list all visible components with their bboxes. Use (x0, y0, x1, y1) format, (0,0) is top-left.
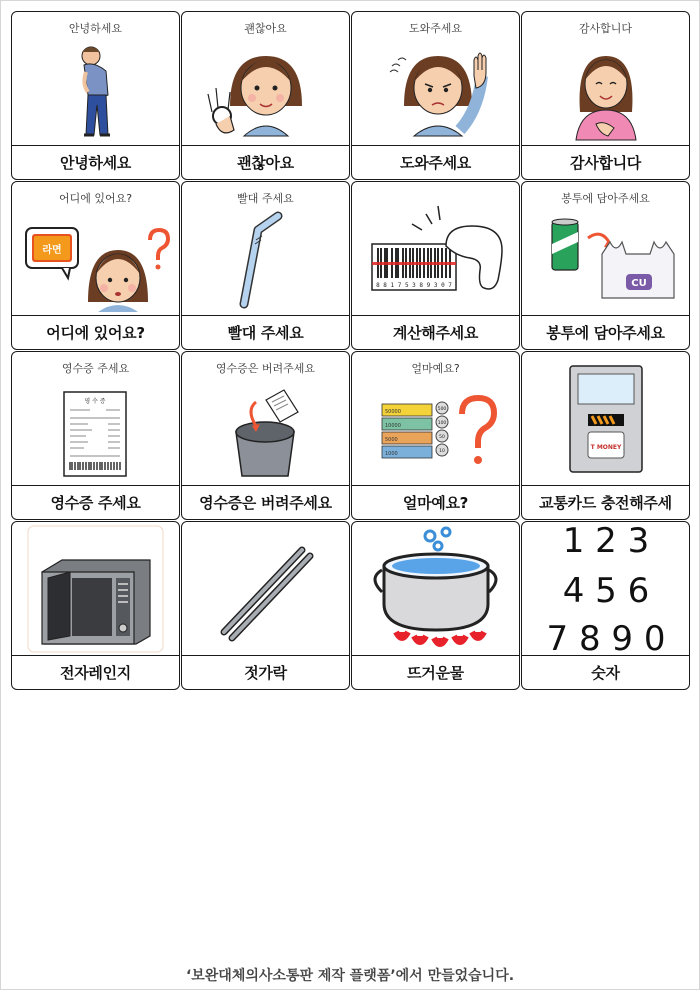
card-label: 영수증 주세요 (12, 485, 179, 519)
card-trash-receipt[interactable] (181, 351, 350, 520)
barcode-digits: 8 8 1 7 5 3 8 9 3 0 7 (376, 282, 452, 289)
card-okay[interactable] (181, 11, 350, 180)
can-into-bag-icon (522, 182, 689, 316)
thankful-woman-icon (522, 12, 689, 146)
microwave-icon (12, 522, 179, 656)
coin-label: 500 (437, 407, 447, 412)
card-checkout[interactable] (351, 181, 520, 350)
help-raising-hand-icon (352, 12, 519, 146)
footer-credit: ‘보완대체의사소통판 제작 플랫폼’에서 만들었습니다. (185, 968, 515, 984)
bowing-person-icon (12, 12, 179, 146)
card-label: 숫자 (522, 655, 689, 689)
digits-row: 1 2 3 (562, 522, 650, 561)
card-label: 빨대 주세요 (182, 315, 349, 349)
card-label: 괜찮아요 (182, 145, 349, 179)
card-caption: 괜찮아요 (244, 22, 287, 35)
receipt-icon (12, 352, 179, 486)
card-caption: 도와주세요 (408, 22, 463, 35)
money-question-icon (352, 352, 519, 486)
barcode-scanner-icon (352, 182, 519, 316)
bill-label: 10000 (385, 423, 401, 429)
card-help[interactable] (351, 11, 520, 180)
card-caption: 영수증 주세요 (61, 362, 130, 375)
card-microwave[interactable] (11, 521, 180, 690)
card-hello[interactable] (11, 11, 180, 180)
numbers-icon (522, 522, 689, 656)
card-caption: 어디에 있어요? (58, 192, 133, 205)
tmoney-charger-icon (522, 352, 689, 486)
bill-label: 5000 (385, 437, 398, 443)
card-how-much[interactable] (351, 351, 520, 520)
aac-board (11, 11, 690, 690)
card-label: 전자레인지 (12, 655, 179, 689)
card-caption: 영수증은 버려주세요 (215, 362, 316, 375)
coin-label: 100 (437, 421, 447, 426)
bill-label: 1000 (385, 451, 398, 457)
where-question-icon (12, 182, 179, 316)
ramen-badge-text: 라면 (42, 245, 62, 256)
card-caption: 빨대 주세요 (237, 192, 294, 205)
machine-logo-text: T MONEY (590, 444, 622, 451)
card-label: 젓가락 (182, 655, 349, 689)
card-receipt[interactable] (11, 351, 180, 520)
card-chopsticks[interactable] (181, 521, 350, 690)
ok-gesture-girl-icon (182, 12, 349, 146)
card-label: 얼마예요? (352, 485, 519, 519)
chopsticks-icon (182, 522, 349, 656)
card-caption: 얼마예요? (411, 362, 460, 375)
receipt-trash-icon (182, 352, 349, 486)
card-caption: 안녕하세요 (68, 22, 123, 35)
card-transit-charge[interactable] (521, 351, 690, 520)
card-label: 도와주세요 (352, 145, 519, 179)
boiling-pot-icon (352, 522, 519, 656)
straw-icon (182, 182, 349, 316)
card-label: 감사합니다 (522, 145, 689, 179)
bag-logo-text: CU (631, 278, 647, 289)
card-label: 뜨거운물 (352, 655, 519, 689)
card-bag[interactable] (521, 181, 690, 350)
card-where[interactable] (11, 181, 180, 350)
card-label: 어디에 있어요? (12, 315, 179, 349)
card-hot-water[interactable] (351, 521, 520, 690)
card-label: 교통카드 충전해주세 (522, 485, 689, 519)
digits-row: 4 5 6 (562, 571, 650, 611)
card-thanks[interactable] (521, 11, 690, 180)
coin-label: 10 (439, 449, 445, 454)
card-caption: 감사합니다 (578, 22, 633, 35)
card-label: 봉투에 담아주세요 (522, 315, 689, 349)
card-caption: 봉투에 담아주세요 (561, 192, 650, 205)
digits-row: 7 8 9 0 (546, 619, 666, 656)
card-numbers[interactable] (521, 521, 690, 690)
coin-label: 50 (439, 435, 445, 440)
receipt-title: 영 수 증 (84, 398, 106, 405)
card-label: 영수증은 버려주세요 (182, 485, 349, 519)
card-straw[interactable] (181, 181, 350, 350)
card-label: 안녕하세요 (12, 145, 179, 179)
card-label: 계산해주세요 (352, 315, 519, 349)
bill-label: 50000 (385, 409, 401, 415)
